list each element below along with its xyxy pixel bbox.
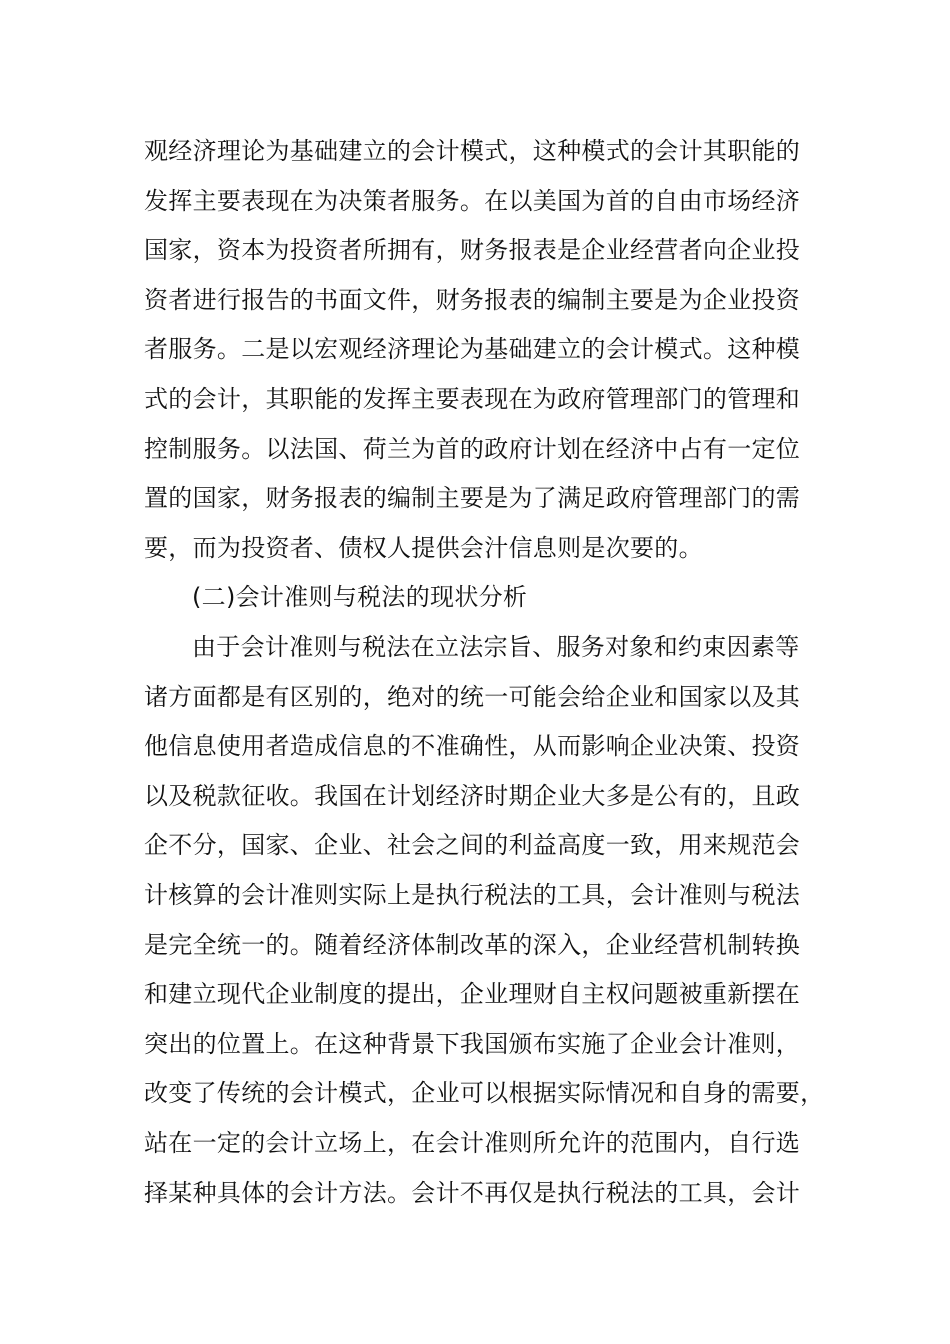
section-heading: (二)会计准则与税法的现状分析	[192, 583, 528, 611]
paragraph-1-line-1: 观经济理论为基础建立的会计模式，这种模式的会计其职能的	[144, 137, 801, 165]
paragraph-1-line-7: 控制服务。以法国、荷兰为首的政府计划在经济中占有一定位	[144, 435, 801, 463]
paragraph-2-line-2: 诸方面都是有区别的，绝对的统一可能会给企业和国家以及其	[144, 683, 801, 711]
paragraph-1-line-9: 要，而为投资者、债权人提供会汁信息则是次要的。	[144, 534, 703, 562]
paragraph-2-line-1: 由于会计准则与税法在立法宗旨、服务对象和约束因素等	[192, 633, 800, 661]
paragraph-2-line-3: 他信息使用者造成信息的不准确性，从而影响企业决策、投资	[144, 732, 801, 760]
paragraph-1-line-6: 式的会计，其职能的发挥主要表现在为政府管理部门的管理和	[144, 385, 801, 413]
paragraph-2-line-11: 站在一定的会计立场上，在会计准则所允许的范围内，自行选	[144, 1129, 801, 1157]
paragraph-2-line-9: 突出的位置上。在这种背景下我国颁布实施了企业会计准则，	[144, 1030, 801, 1058]
paragraph-2-line-8: 和建立现代企业制度的提出，企业理财自主权问题被重新摆在	[144, 980, 801, 1008]
paragraph-2-line-7: 是完全统一的。随着经济体制改革的深入，企业经营机制转换	[144, 931, 801, 959]
paragraph-2-line-5: 企不分，国家、企业、社会之间的利益高度一致，用来规范会	[144, 831, 801, 859]
paragraph-1-line-5: 者服务。二是以宏观经济理论为基础建立的会计模式。这种模	[144, 335, 801, 363]
paragraph-2-line-6: 计核算的会计准则实际上是执行税法的工具，会计准则与税法	[144, 881, 801, 909]
paragraph-2-line-4: 以及税款征收。我国在计划经济时期企业大多是公有的，且政	[144, 782, 801, 810]
paragraph-1-line-3: 国家，资本为投资者所拥有，财务报表是企业经营者向企业投	[144, 236, 801, 264]
paragraph-2-line-10: 改变了传统的会计模式，企业可以根据实际情况和自身的需要，	[144, 1079, 825, 1107]
paragraph-1-line-2: 发挥主要表现在为决策者服务。在以美国为首的自由市场经济	[144, 187, 801, 215]
paragraph-1-line-8: 置的国家，财务报表的编制主要是为了满足政府管理部门的需	[144, 484, 801, 512]
paragraph-2-line-12: 择某种具体的会计方法。会计不再仅是执行税法的工具，会计	[144, 1179, 801, 1207]
paragraph-1-line-4: 资者进行报告的书面文件，财务报表的编制主要是为企业投资	[144, 286, 801, 314]
